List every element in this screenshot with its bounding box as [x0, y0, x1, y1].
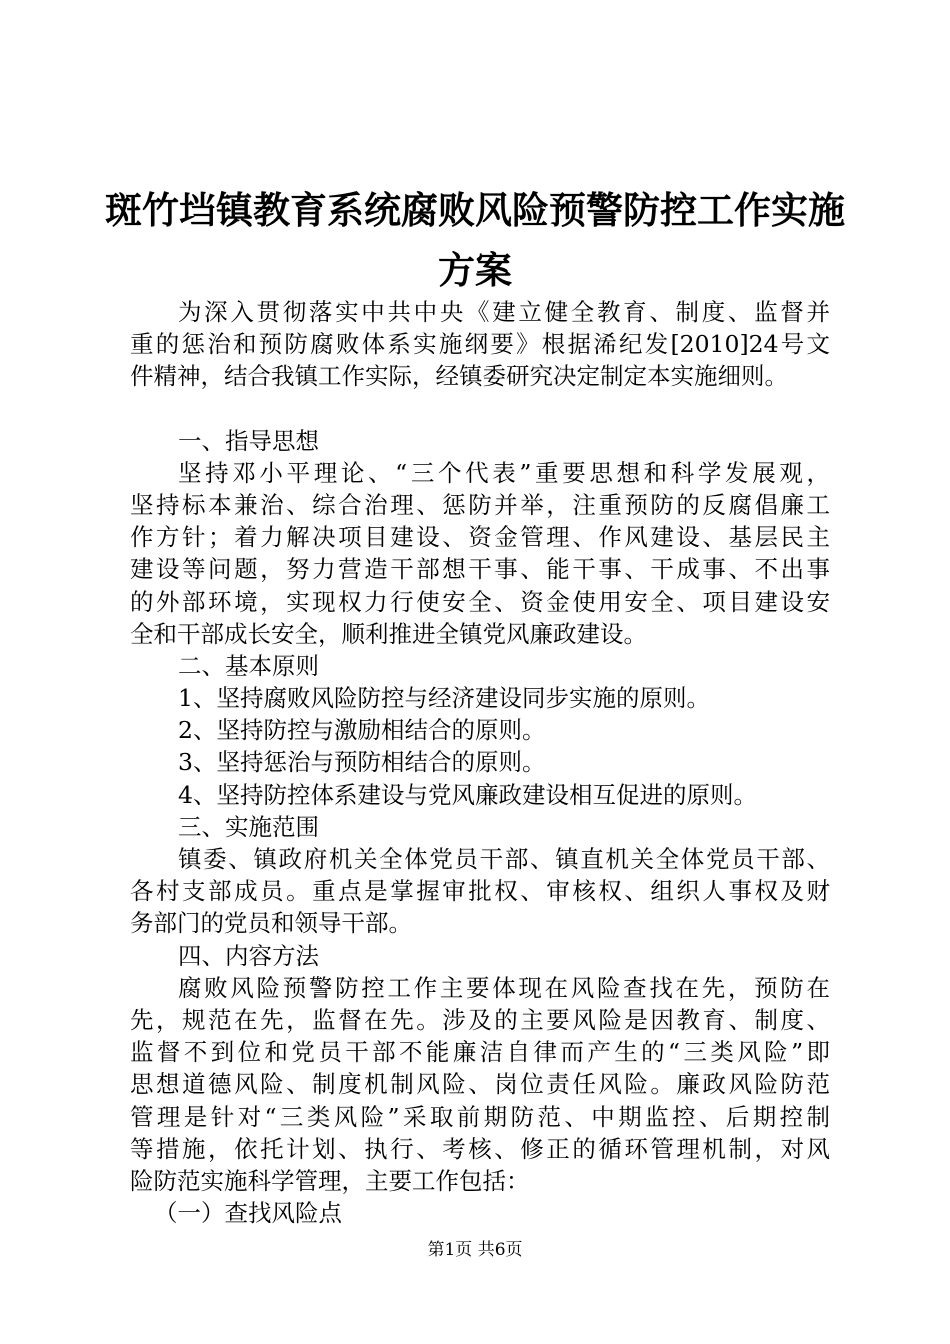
paragraph-line: 为深入贯彻落实中共中央《建立健全教育、制度、监督并	[178, 298, 830, 326]
paragraph-line: 镇委、镇政府机关全体党员干部、镇直机关全体党员干部、	[178, 845, 830, 873]
paragraph-line: 管理是针对“三类风险”采取前期防范、中期监控、后期控制	[130, 1102, 830, 1131]
document-body	[130, 296, 830, 1229]
paragraph-line: 重的惩治和预防腐败体系实施纲要》根据浠纪发[2010]24号文	[130, 330, 830, 359]
paragraph-line: 思想道德风险、制度机制风险、岗位责任风险。廉政风险防范	[130, 1070, 830, 1099]
list-item: 1、坚持腐败风险防控与经济建设同步实施的原则。	[178, 684, 710, 713]
section-heading: 二、基本原则	[178, 651, 319, 680]
document-title-line-1: 斑竹垱镇教育系统腐败风险预警防控工作实施	[105, 188, 845, 232]
paragraph-line: 险防范实施科学管理，主要工作包括：	[130, 1166, 530, 1195]
paragraph-line: 先，规范在先，监督在先。涉及的主要风险是因教育、制度、	[130, 1005, 830, 1034]
paragraph-line: 各村支部成员。重点是掌握审批权、审核权、组织人事权及财	[130, 877, 830, 906]
paragraph-line: 务部门的党员和领导干部。	[130, 909, 412, 938]
paragraph-line: 坚持邓小平理论、“三个代表”重要思想和科学发展观，	[178, 458, 830, 487]
blank-line	[130, 393, 830, 425]
paragraph-line: 件精神，结合我镇工作实际，经镇委研究决定制定本实施细则。	[130, 362, 788, 391]
section-heading: 一、指导思想	[178, 426, 319, 455]
list-item: 3、坚持惩治与预防相结合的原则。	[178, 748, 546, 777]
paragraph-line: 坚持标本兼治、综合治理、惩防并举，注重预防的反腐倡廉工	[130, 490, 830, 519]
paragraph-line: 作方针；着力解决项目建设、资金管理、作风建设、基层民主	[130, 523, 830, 552]
section-heading: 三、实施范围	[178, 812, 319, 841]
list-item: 2、坚持防控与激励相结合的原则。	[178, 716, 546, 745]
paragraph-line: 监督不到位和党员干部不能廉洁自律而产生的“三类风险”即	[130, 1038, 830, 1067]
paragraph-line: 全和干部成长安全，顺利推进全镇党风廉政建设。	[130, 619, 647, 648]
page-footer: 第1页 共6页	[427, 1240, 523, 1260]
subsection-heading: （一）查找风险点	[154, 1199, 342, 1228]
paragraph-line: 的外部环境，实现权力行使安全、资金使用安全、项目建设安	[130, 587, 830, 616]
section-heading: 四、内容方法	[178, 941, 319, 970]
paragraph-line: 建设等问题，努力营造干部想干事、能干事、干成事、不出事	[130, 555, 830, 584]
paragraph-line: 腐败风险预警防控工作主要体现在风险查找在先，预防在	[178, 973, 830, 1002]
paragraph-line: 等措施，依托计划、执行、考核、修正的循环管理机制，对风	[130, 1134, 830, 1163]
list-item: 4、坚持防控体系建设与党风廉政建设相互促进的原则。	[178, 780, 757, 809]
document-title-line-2: 方案	[438, 248, 512, 292]
